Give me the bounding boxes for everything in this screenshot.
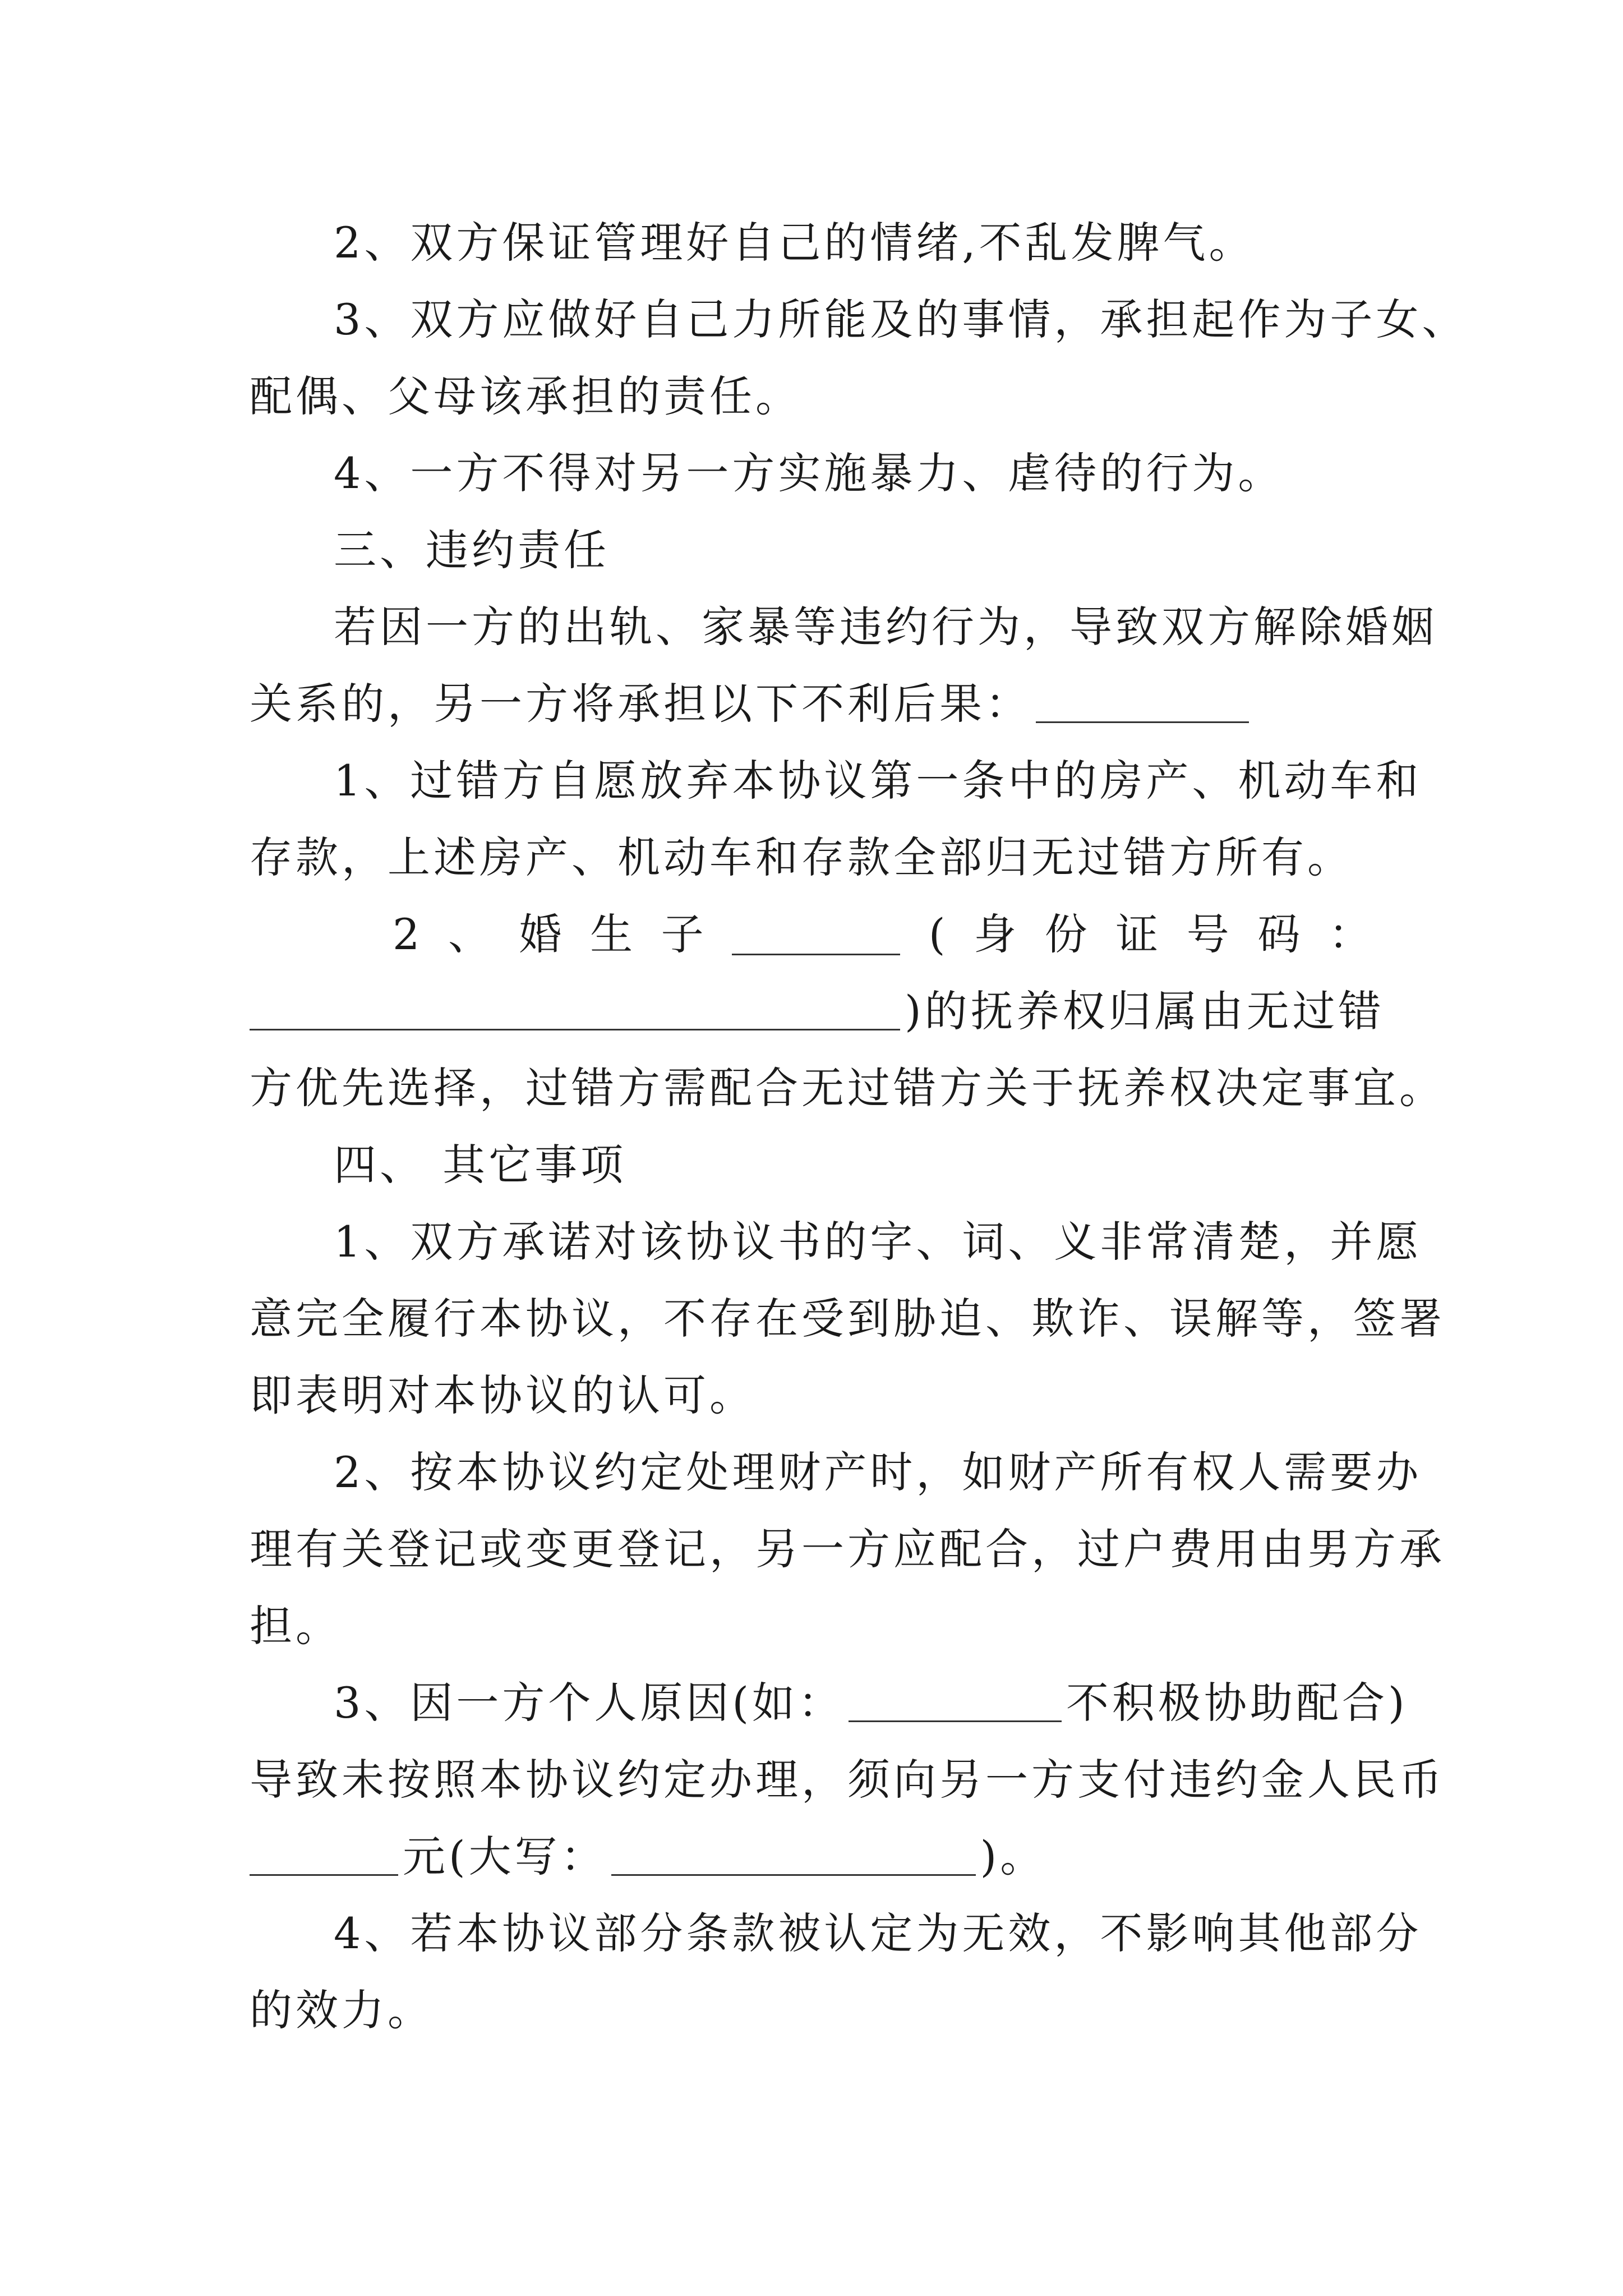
breach-intro-line1: 若因一方的出轨、家暴等违约行为，导致双方解除婚姻: [334, 602, 1437, 652]
char: 、: [448, 909, 491, 959]
char: 子: [661, 909, 704, 959]
char: 婚: [519, 909, 562, 959]
char: 码: [1257, 909, 1301, 959]
breach-intro-line2: [250, 673, 1382, 735]
other-item1-line2: 意完全履行本协议，不存在受到胁迫、欺诈、误解等，签署: [250, 1294, 1445, 1343]
char: 生: [590, 909, 633, 959]
child-name-blank[interactable]: [732, 914, 900, 955]
clause-4-violence: 4、一方不得对另一方实施暴力、虐待的行为。: [334, 448, 1284, 498]
char: 份: [1044, 909, 1087, 959]
breach-item2-line2: [250, 981, 1385, 1042]
breach-item2-line1: [393, 904, 1371, 965]
char: (: [928, 909, 946, 959]
other-item2-line3: 担。: [250, 1601, 342, 1651]
breach-item1-line2: 存款，上述房产、机动车和存款全部归无过错方所有。: [250, 832, 1353, 882]
clause-3-line2: 配偶、父母该承担的责任。: [250, 371, 801, 421]
breach-intro-text: 关系的，另一方将承担以下不利后果：: [250, 679, 1031, 729]
section-heading-breach: 三、违约责任: [334, 525, 610, 575]
char: 号: [1186, 909, 1229, 959]
other-item4-line2: 的效力。: [250, 1985, 434, 2035]
penalty-text-a: 元(大写：: [403, 1832, 607, 1881]
other-item2-line2: 理有关登记或变更登记，另一方应配合，过户费用由男方承: [250, 1524, 1445, 1574]
breach-item2-line3: 方优先选择，过错方需配合无过错方关于抚养权决定事宜。: [250, 1063, 1445, 1113]
other-item1-line3: 即表明对本协议的认可。: [250, 1370, 755, 1420]
other-item2-line1: 2、按本协议约定处理财产时，如财产所有权人需要办: [334, 1447, 1422, 1497]
other-item3-text-b: 不积极协助配合): [1066, 1678, 1408, 1728]
reason-blank[interactable]: [849, 1681, 1062, 1722]
other-item3-line1: [334, 1672, 1408, 1734]
char: ：: [1328, 909, 1371, 959]
other-item4-line1: 4、若本协议部分条款被认定为无效，不影响其他部分: [334, 1908, 1422, 1958]
other-item1-line1: 1、双方承诺对该协议书的字、词、义非常清楚，并愿: [334, 1217, 1422, 1267]
char: 证: [1115, 909, 1159, 959]
section-heading-other: 四、 其它事项: [334, 1140, 627, 1190]
other-item3-text-a: 3、因一方个人原因(如：: [334, 1678, 845, 1728]
other-item3-line2: 导致未按照本协议约定办理，须向另一方支付违约金人民币: [250, 1755, 1445, 1805]
char: 身: [974, 909, 1017, 959]
other-item3-line3: [250, 1826, 1382, 1888]
clause-2-emotions: 2、双方保证管理好自己的情绪,不乱发脾气。: [334, 218, 1255, 268]
custody-text: )的抚养权归属由无过错: [905, 986, 1385, 1036]
char: 2: [393, 909, 420, 959]
clause-3-line1: 3、双方应做好自己力所能及的事情，承担起作为子女、: [334, 295, 1468, 344]
penalty-amount-blank[interactable]: [250, 1835, 398, 1876]
penalty-text-b: )。: [980, 1832, 1046, 1881]
penalty-amount-words-blank[interactable]: [611, 1835, 976, 1876]
id-number-blank[interactable]: [250, 990, 900, 1030]
consequence-blank[interactable]: [1036, 682, 1249, 723]
breach-item1-line1: 1、过错方自愿放弃本协议第一条中的房产、机动车和: [334, 756, 1422, 806]
